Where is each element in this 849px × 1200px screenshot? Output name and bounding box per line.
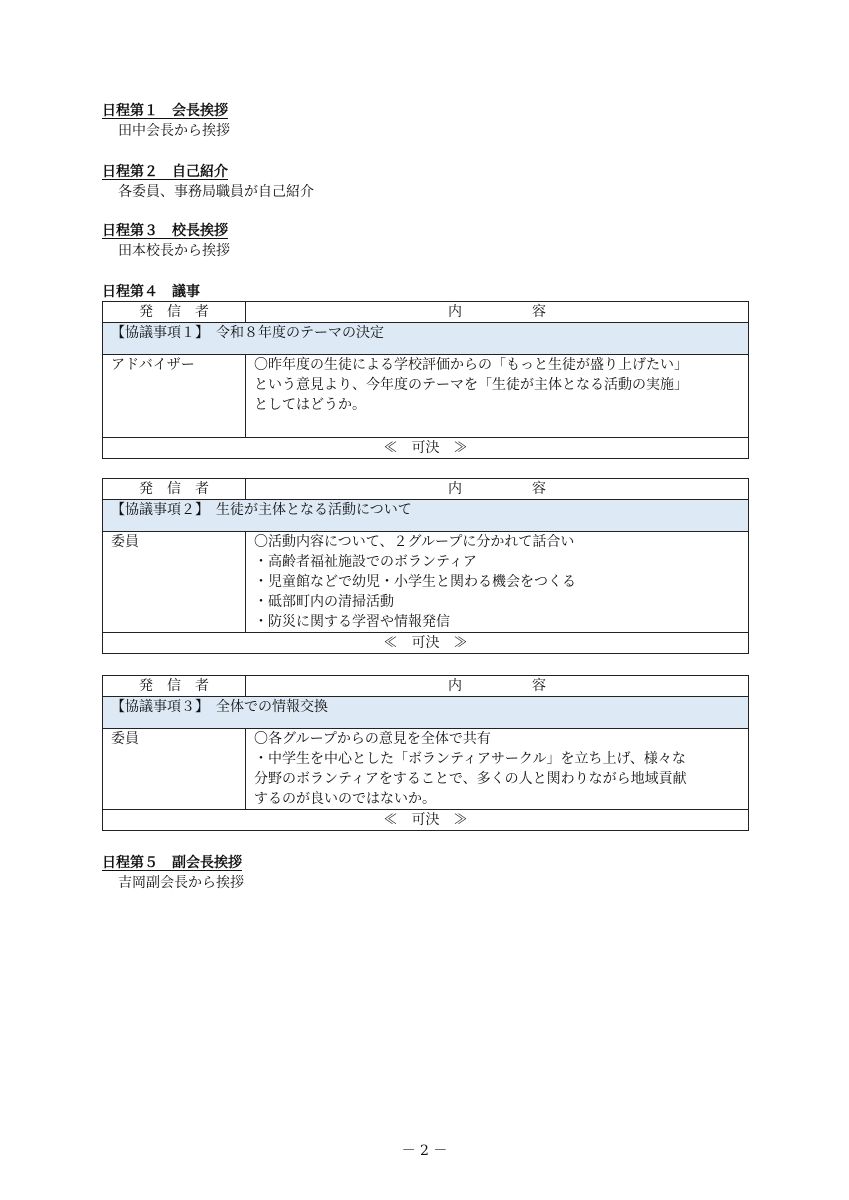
section-2-heading: 日程第２ 自己紹介	[102, 164, 228, 180]
content-line: するのが良いのではないか。	[254, 791, 436, 807]
section-5-heading: 日程第５ 副会長挨拶	[102, 855, 242, 871]
content-line: 〇各グループからの意見を全体で共有	[254, 731, 491, 747]
content-cell	[246, 355, 749, 438]
content-line: 分野のボランティアをすることで、多くの人と関わりながら地域貢献	[254, 771, 687, 787]
header-sender: 発 信 者	[103, 302, 246, 323]
sender-cell: 委員	[103, 532, 246, 633]
topic-title: 【協議事項３】 全体での情報交換	[103, 697, 749, 729]
result-cell: ≪ 可決 ≫	[103, 438, 749, 459]
agenda-table-1	[102, 301, 749, 459]
section-2-body: 各委員、事務局職員が自己紹介	[118, 184, 314, 200]
content-line: ・防災に関する学習や情報発信	[254, 614, 450, 630]
section-4-heading: 日程第４ 議事	[102, 284, 200, 300]
topic-title: 【協議事項１】 令和８年度のテーマの決定	[103, 323, 749, 355]
header-sender: 発 信 者	[103, 479, 246, 500]
section-1-heading: 日程第１ 会長挨拶	[102, 103, 228, 119]
section-1-body: 田中会長から挨拶	[118, 123, 230, 139]
content-line: 〇昨年度の生徒による学校評価からの「もっと生徒が盛り上げたい」	[254, 357, 688, 373]
content-cell	[246, 532, 749, 633]
header-content: 内 容	[246, 676, 749, 697]
result-cell: ≪ 可決 ≫	[103, 633, 749, 654]
result-cell: ≪ 可決 ≫	[103, 810, 749, 831]
content-line: 〇活動内容について、２グループに分かれて話合い	[254, 534, 575, 550]
content-line: ・児童館などで幼児・小学生と関わる機会をつくる	[254, 574, 576, 590]
section-5-body: 吉岡副会長から挨拶	[118, 875, 244, 891]
section-3-heading: 日程第３ 校長挨拶	[102, 223, 228, 239]
header-content: 内 容	[246, 302, 749, 323]
topic-title: 【協議事項２】 生徒が主体となる活動について	[103, 500, 749, 532]
header-sender: 発 信 者	[103, 676, 246, 697]
content-cell	[246, 729, 749, 810]
content-line: としてはどうか。	[254, 397, 366, 413]
agenda-table-2	[102, 478, 749, 654]
sender-cell: 委員	[103, 729, 246, 810]
sender-cell: アドバイザー	[103, 355, 246, 438]
page-number: － 2 －	[401, 1143, 448, 1159]
agenda-table-3	[102, 675, 749, 831]
content-line: という意見より、今年度のテーマを「生徒が主体となる活動の実施」	[254, 377, 688, 393]
content-line: ・砥部町内の清掃活動	[254, 594, 394, 610]
content-line: ・中学生を中心とした「ボランティアサークル」を立ち上げ、様々な	[254, 751, 686, 767]
header-content: 内 容	[246, 479, 749, 500]
content-line: ・高齢者福祉施設でのボランティア	[254, 554, 477, 570]
section-3-body: 田本校長から挨拶	[118, 243, 230, 259]
